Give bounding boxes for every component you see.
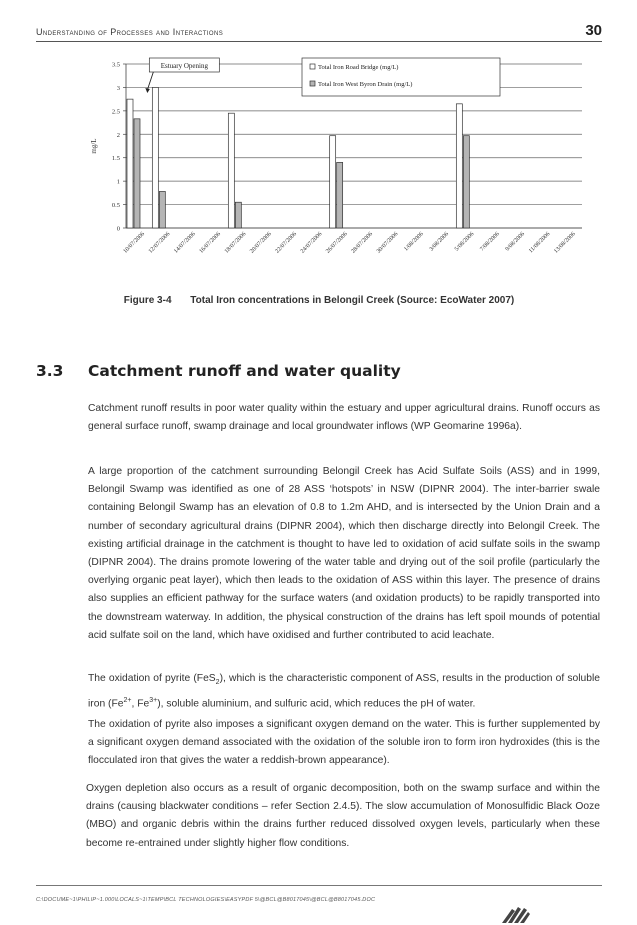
iron-ion-superscript-2: 3+ bbox=[149, 697, 158, 705]
bar-west-byron-drain bbox=[134, 119, 140, 228]
bar-road-bridge bbox=[228, 113, 234, 228]
y-tick-label: 1 bbox=[116, 178, 120, 186]
x-tick-label: 20/07/2006 bbox=[249, 231, 273, 255]
x-tick-label: 22/07/2006 bbox=[274, 231, 299, 255]
annotation-arrow-head bbox=[145, 88, 150, 93]
figure-caption-text: Total Iron concentrations in Belongil Creek (Source: EcoWater 2007) bbox=[190, 295, 515, 306]
x-tick-label: 11/08/2006 bbox=[527, 231, 552, 255]
x-tick-label: 3/08/2006 bbox=[428, 231, 451, 253]
bar-west-byron-drain bbox=[337, 162, 343, 228]
header-title: Understanding of Processes and Interactions bbox=[36, 27, 224, 37]
x-tick-label: 5/08/2006 bbox=[453, 231, 476, 253]
x-tick-label: 10/07/2006 bbox=[122, 231, 147, 255]
iron-concentration-chart bbox=[82, 52, 592, 284]
chart-svg bbox=[82, 52, 592, 284]
x-tick-label: 18/07/2006 bbox=[223, 231, 248, 255]
section-number: 3.3 bbox=[36, 362, 64, 380]
footer-file-path: C:\DOCUME~1\PHILIP~1.000\LOCALS~1\TEMP\BCL TECHNOLOGIES\EASYPDF 5\@BCL@B8017045\@BCL@B8017045.DOC bbox=[36, 897, 376, 903]
paragraph-2: A large proportion of the catchment surrounding Belongil Creek has Acid Sulfate Soils (ASS) and in 1999, Belongil Swamp was identified as one of 28 ASS ‘hotspots’ in NSW (DIPNR 2004). The inter-barrier swale containing Belongil Swamp has an elevation of 0.8 to 1.2m AHD, and is intersected by the Union Drain and a number of secondary agricultural drains (DIPNR 2004), which then discharge directly into Belongil Creek. The existing artificial drainage in the catchment is thought to have led to oxidation of acid sulfate soils in the swamp (DIPNR 2004). The drains promote lowering of the water table and drying out of the soil profile (particularly the overlying organic peat layer), which then leads to the oxidation of ASS within this layer. The presence of drains also supplies an efficient pathway for the surface waters (and oxidation products) to be rapidly transported into the downstream waterway. In addition, the physical construction of the drains has left spoil mounds of potential acid sulfate soil on the land, which have oxidised and further contributed to acid leachate. bbox=[88, 466, 600, 641]
bar-west-byron-drain bbox=[159, 191, 165, 228]
x-tick-label: 24/07/2006 bbox=[299, 231, 324, 255]
legend-label: Total Iron Road Bridge (mg/L) bbox=[318, 64, 399, 71]
pyrite-subscript: 2 bbox=[215, 679, 220, 687]
y-tick-label: 2 bbox=[116, 131, 120, 139]
y-axis-label: mg/L bbox=[90, 138, 98, 154]
bar-road-bridge bbox=[152, 87, 158, 228]
section-heading bbox=[36, 362, 401, 380]
y-tick-label: 2.5 bbox=[111, 108, 120, 116]
x-tick-label: 30/07/2006 bbox=[375, 231, 400, 255]
paragraph-1: Catchment runoff results in poor water quality within the estuary and upper agricultural drains. Runoff occurs as general surface runoff, swamp drainage and local groundwater inflows (WP Geomarine 1996a). bbox=[88, 403, 600, 433]
x-tick-label: 12/07/2006 bbox=[147, 231, 172, 255]
company-logo-icon bbox=[498, 903, 538, 925]
bar-road-bridge bbox=[330, 136, 336, 228]
x-tick-label: 13/08/2006 bbox=[553, 231, 577, 255]
paragraph-4: The oxidation of pyrite also imposes a significant oxygen demand on the water. This is further supplemented by a significant oxygen demand associated with the oxidation of the soluble iron to form iron hydroxides (this is the flocculated iron that gives the water a reddish-brown appearance). bbox=[88, 719, 600, 767]
page-number: 30 bbox=[585, 22, 602, 39]
annotation-text: Estuary Opening bbox=[160, 62, 208, 70]
x-tick-label: 1/08/2006 bbox=[403, 231, 425, 253]
bar-west-byron-drain bbox=[463, 136, 469, 228]
x-tick-label: 16/07/2006 bbox=[198, 231, 223, 255]
x-tick-label: 9/08/2006 bbox=[504, 231, 527, 253]
legend-swatch bbox=[310, 64, 315, 69]
footer-divider bbox=[36, 885, 602, 886]
x-tick-label: 26/07/2006 bbox=[325, 231, 349, 255]
figure-label: Figure 3-4 bbox=[123, 295, 172, 306]
iron-ion-superscript-1: 2+ bbox=[123, 697, 132, 705]
x-tick-label: 14/07/2006 bbox=[173, 231, 197, 255]
y-tick-label: 0.5 bbox=[111, 202, 120, 210]
bar-road-bridge bbox=[456, 104, 462, 228]
x-tick-label: 28/07/2006 bbox=[350, 231, 375, 255]
figure-caption bbox=[36, 295, 602, 306]
y-tick-label: 0 bbox=[116, 225, 120, 233]
paragraph-3-part-a: The oxidation of pyrite (FeS bbox=[88, 673, 216, 684]
paragraph-3-part-c: , Fe bbox=[131, 698, 150, 710]
bar-road-bridge bbox=[127, 99, 133, 228]
section-title: Catchment runoff and water quality bbox=[88, 362, 401, 380]
y-tick-label: 3.5 bbox=[111, 61, 120, 69]
x-tick-label: 7/08/2006 bbox=[479, 231, 501, 253]
bar-west-byron-drain bbox=[235, 202, 241, 228]
header-divider bbox=[36, 41, 602, 42]
paragraph-3 bbox=[88, 670, 600, 714]
paragraph-5: Oxygen depletion also occurs as a result of organic decomposition, both on the swamp surface and within the drains (causing blackwater conditions – refer Section 2.4.5). The slow accumulation of Monosulfidic Black Ooze (MBO) and organic debris within the drains further reduced dissolved oxygen levels, particularly when these become re-entrained under slightly higher flow conditions. bbox=[86, 783, 600, 849]
legend-label: Total Iron West Byron Drain (mg/L) bbox=[318, 81, 413, 88]
legend-swatch bbox=[310, 81, 315, 86]
y-tick-label: 1.5 bbox=[111, 155, 120, 163]
page-header bbox=[36, 22, 602, 42]
y-tick-label: 3 bbox=[116, 84, 120, 92]
paragraph-3-part-b: ), which is the characteristic component of ASS, results in the production of soluble iron (Fe bbox=[88, 673, 601, 710]
paragraph-3-part-d: ), soluble aluminium, and sulfuric acid, which reduces the pH of water. bbox=[157, 698, 476, 710]
